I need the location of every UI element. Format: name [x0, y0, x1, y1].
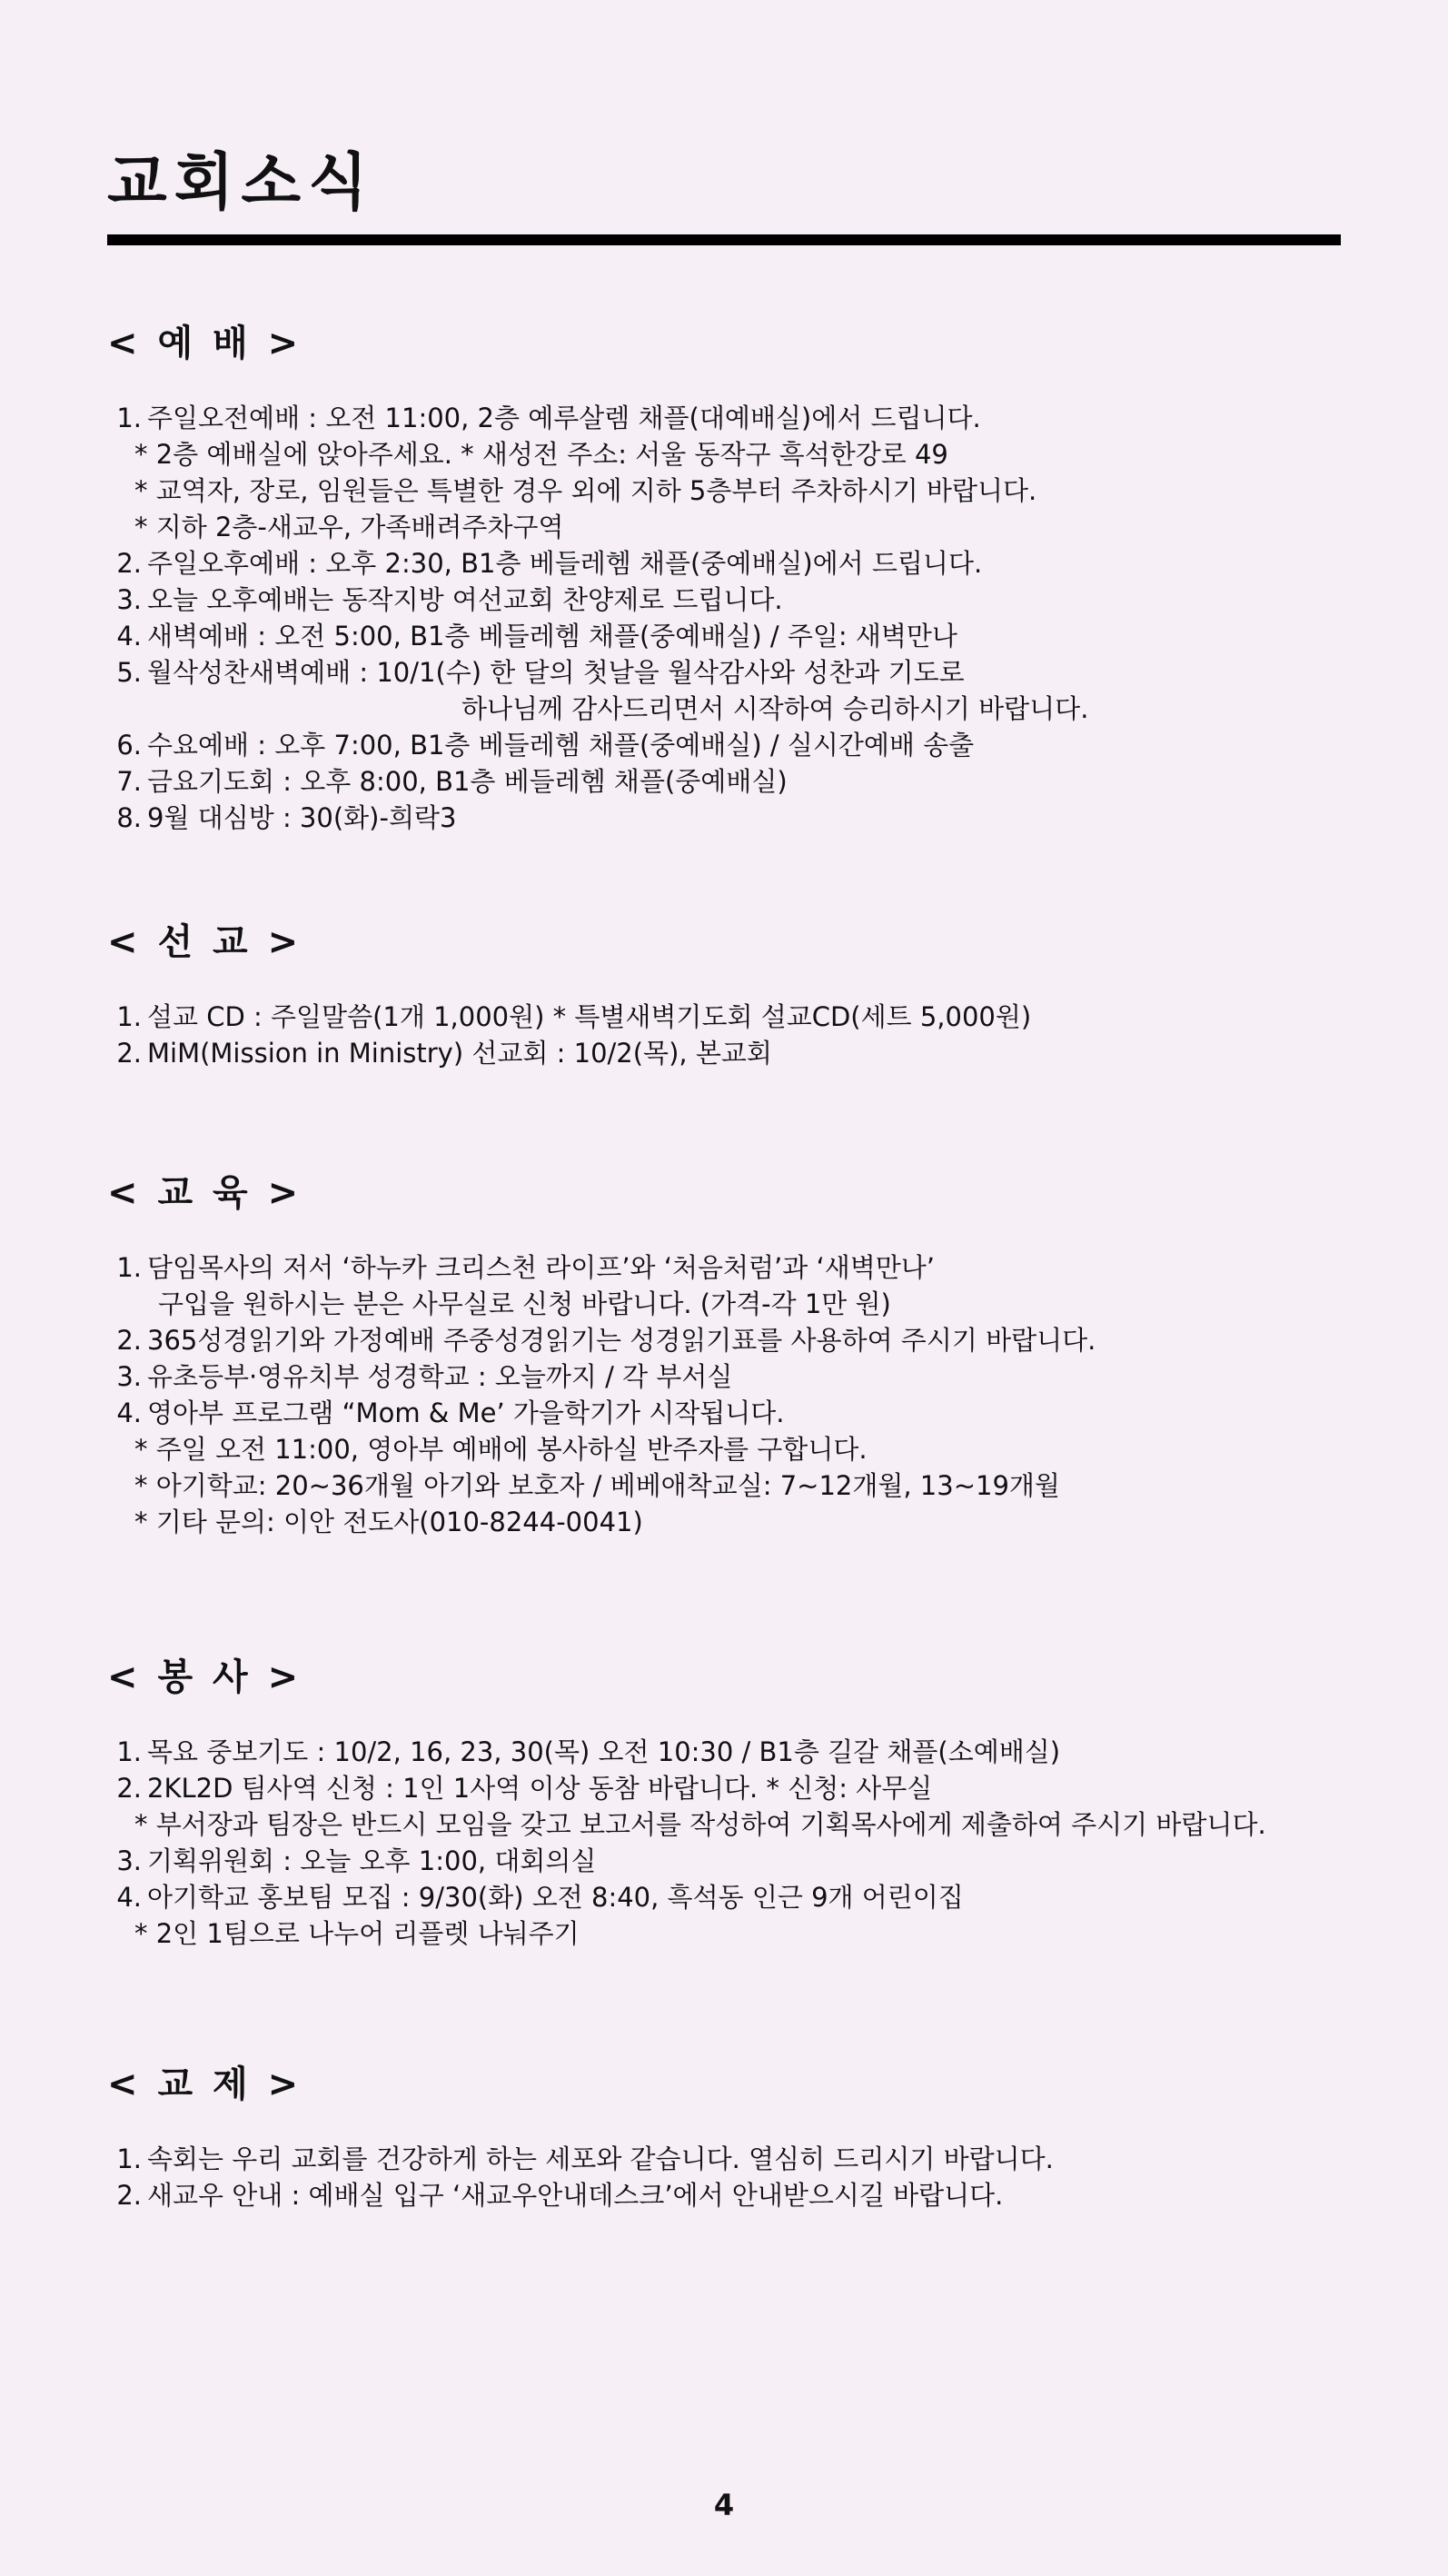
education-list	[107, 1249, 1096, 1540]
list-note: * 2층 예배실에 앉아주세요. * 새성전 주소: 서울 동작구 흑석한강로 49	[134, 439, 948, 470]
list-note: * 2인 1팀으로 나누어 리플렛 나눠주기	[134, 1918, 580, 1949]
item-text: 2KL2D 팀사역 신청 : 1인 1사역 이상 동참 바랍니다. * 신청: 사무실	[147, 1773, 933, 1804]
section-heading-worship: < 예 배 >	[107, 323, 302, 364]
list-item	[107, 400, 1088, 436]
item-text: 목요 중보기도 : 10/2, 16, 23, 30(목) 오전 10:30 / B1층 길갈 채플(소예배실)	[147, 1736, 1061, 1767]
list-item	[107, 1035, 1031, 1071]
list-item	[107, 654, 1088, 691]
item-text: 오늘 오후예배는 동작지방 여선교회 찬양제로 드립니다.	[147, 584, 783, 615]
list-item	[107, 800, 1088, 836]
item-number: 7.	[116, 766, 142, 797]
item-text: 365성경읽기와 가정예배 주중성경읽기는 성경읽기표를 사용하여 주시기 바랍니다.	[147, 1325, 1096, 1356]
item-number: 2.	[116, 1325, 142, 1356]
list-note: * 교역자, 장로, 임원들은 특별한 경우 외에 지하 5층부터 주차하시기 바랍니다.	[134, 475, 1037, 506]
section-mission	[107, 921, 1032, 1071]
list-item	[107, 1322, 1096, 1358]
list-item	[107, 727, 1088, 763]
item-number: 1.	[116, 403, 142, 433]
section-heading-mission: < 선 교 >	[107, 921, 302, 963]
section-heading-service: < 봉 사 >	[107, 1656, 302, 1698]
item-text: 금요기도회 : 오후 8:00, B1층 베들레헴 채플(중예배실)	[147, 766, 788, 797]
worship-list	[107, 400, 1088, 836]
service-list	[107, 1734, 1266, 1952]
list-item	[107, 1358, 1096, 1395]
item-text: 설교 CD : 주일말씀(1개 1,000원) * 특별새벽기도회 설교CD(세트 5,000원)	[147, 1001, 1032, 1032]
section-heading-education: < 교 육 >	[107, 1172, 302, 1214]
item-text: 속회는 우리 교회를 건강하게 하는 세포와 같습니다. 열심히 드리시기 바랍니다.	[147, 2143, 1054, 2174]
list-item	[107, 1770, 1266, 1806]
item-number: 3.	[116, 584, 142, 615]
item-number: 2.	[116, 548, 142, 579]
item-text: 담임목사의 저서 ‘하누카 크리스천 라이프’와 ‘처음처럼’과 ‘새벽만나’	[147, 1252, 935, 1283]
list-item	[107, 618, 1088, 654]
item-number: 1.	[116, 2143, 142, 2174]
item-number: 2.	[116, 1038, 142, 1069]
list-item	[107, 2177, 1054, 2213]
list-item	[107, 1734, 1266, 1770]
item-text: 주일오전예배 : 오전 11:00, 2층 예루살렘 채플(대예배실)에서 드립니다.	[147, 403, 981, 433]
section-service	[107, 1656, 1266, 1952]
list-item	[107, 2141, 1054, 2177]
list-item	[107, 545, 1088, 582]
item-number: 1.	[116, 1001, 142, 1032]
list-continuation: 구입을 원하시는 분은 사무실로 신청 바랍니다. (가격-각 1만 원)	[158, 1288, 891, 1319]
item-text: 영아부 프로그램 “Mom & Me’ 가을학기가 시작됩니다.	[147, 1397, 785, 1428]
item-text: 유초등부·영유치부 성경학교 : 오늘까지 / 각 부서실	[147, 1361, 733, 1392]
page-number: 4	[713, 2488, 735, 2522]
list-item	[107, 1395, 1096, 1431]
item-text: 새교우 안내 : 예배실 입구 ‘새교우안내데스크’에서 안내받으시길 바랍니다.	[147, 2180, 1004, 2211]
list-note: * 아기학교: 20~36개월 아기와 보호자 / 베베애착교실: 7~12개월, 13~19개월	[134, 1470, 1060, 1501]
item-number: 4.	[116, 1882, 142, 1913]
item-text: 9월 대심방 : 30(화)-희락3	[147, 802, 457, 833]
section-fellowship	[107, 2066, 1054, 2213]
list-item	[107, 1879, 1266, 1915]
list-note: * 주일 오전 11:00, 영아부 예배에 봉사하실 반주자를 구합니다.	[134, 1434, 868, 1465]
item-number: 4.	[116, 621, 142, 651]
fellowship-list	[107, 2141, 1054, 2213]
item-number: 6.	[116, 730, 142, 761]
item-text: 아기학교 홍보팀 모집 : 9/30(화) 오전 8:40, 흑석동 인근 9개 어린이집	[147, 1882, 964, 1913]
title-divider	[107, 234, 1341, 245]
item-text: 새벽예배 : 오전 5:00, B1층 베들레헴 채플(중예배실) / 주일: 새벽만나	[147, 621, 957, 651]
list-note: * 부서장과 팀장은 반드시 모임을 갖고 보고서를 작성하여 기획목사에게 제출하여 주시기 바랍니다.	[134, 1809, 1266, 1840]
section-heading-fellowship: < 교 제 >	[107, 2064, 302, 2105]
item-number: 8.	[116, 802, 142, 833]
item-number: 2.	[116, 1773, 142, 1804]
list-note: * 기타 문의: 이안 전도사(010-8244-0041)	[134, 1507, 643, 1537]
item-number: 3.	[116, 1361, 142, 1392]
item-number: 2.	[116, 2180, 142, 2211]
item-number: 1.	[116, 1736, 142, 1767]
list-note: * 지하 2층-새교우, 가족배려주차구역	[134, 512, 564, 542]
item-number: 3.	[116, 1845, 142, 1876]
mission-list	[107, 999, 1031, 1071]
item-text: 월삭성찬새벽예배 : 10/1(수) 한 달의 첫날을 월삭감사와 성찬과 기도로	[147, 657, 965, 688]
item-text: 기획위원회 : 오늘 오후 1:00, 대회의실	[147, 1845, 597, 1876]
list-item	[107, 582, 1088, 618]
item-text: 주일오후예배 : 오후 2:30, B1층 베들레헴 채플(중예배실)에서 드립니다.	[147, 548, 983, 579]
item-text: 수요예배 : 오후 7:00, B1층 베들레헴 채플(중예배실) / 실시간예배 송출	[147, 730, 975, 761]
item-number: 1.	[116, 1252, 142, 1283]
list-item	[107, 999, 1031, 1035]
list-continuation: 하나님께 감사드리면서 시작하여 승리하시기 바랍니다.	[461, 693, 1089, 724]
item-text: MiM(Mission in Ministry) 선교회 : 10/2(목), 본교회	[147, 1038, 772, 1069]
section-education	[107, 1172, 1096, 1540]
page-title: 교회소식	[107, 147, 375, 219]
section-worship	[107, 325, 1088, 836]
item-number: 4.	[116, 1397, 142, 1428]
list-item	[107, 1249, 1096, 1286]
list-item	[107, 1843, 1266, 1879]
item-number: 5.	[116, 657, 142, 688]
list-item	[107, 763, 1088, 800]
